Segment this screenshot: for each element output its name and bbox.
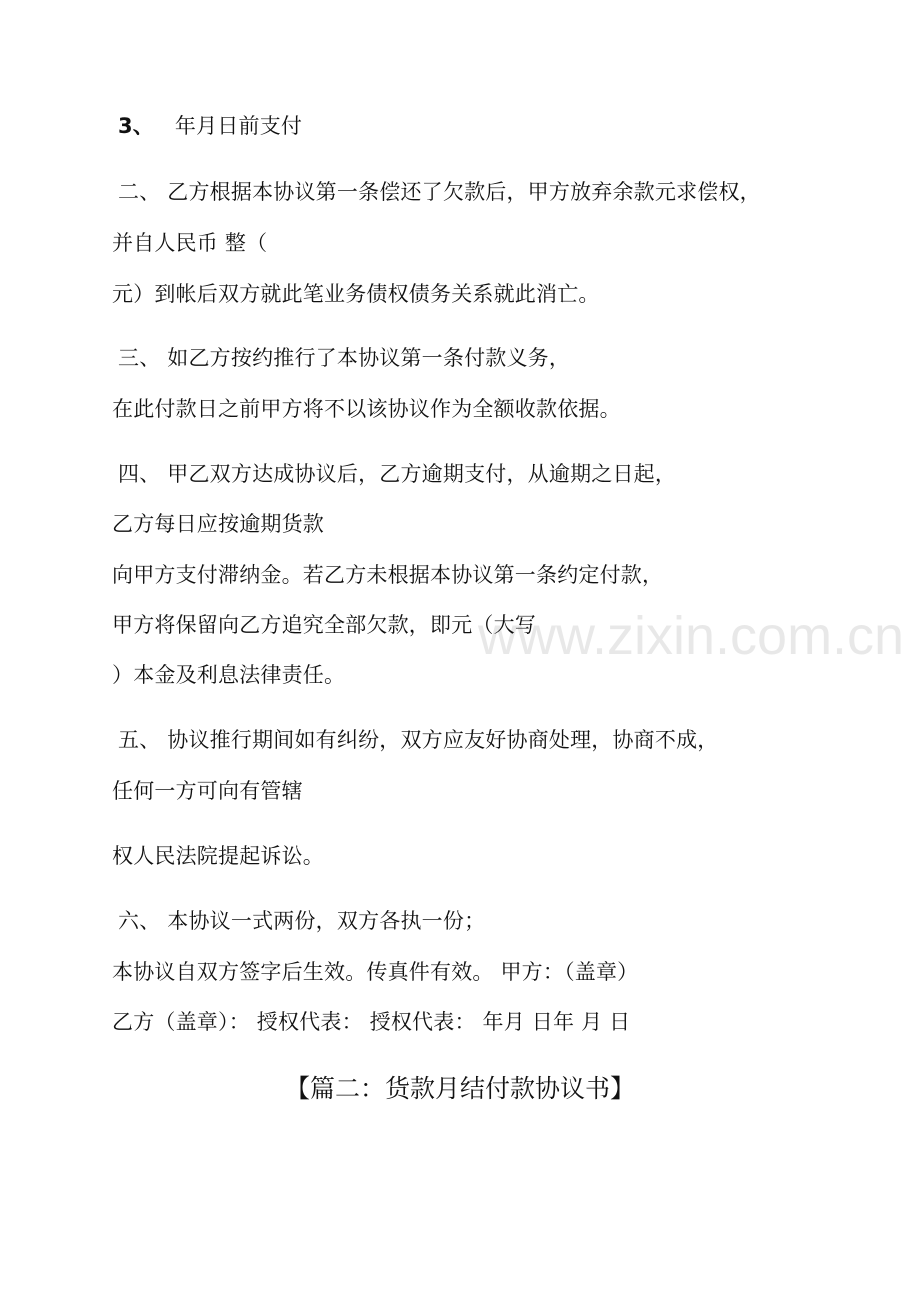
clause-2-line-3: 元）到帐后双方就此笔业务债权债务关系就此消亡。 bbox=[112, 282, 600, 306]
clause-5-line-3: 权人民法院提起诉讼。 bbox=[112, 844, 324, 868]
clause-4-line-4: 甲方将保留向乙方追究全部欠款，即元（大写 bbox=[112, 613, 536, 637]
clause-4-line-5: ）本金及利息法律责任。 bbox=[112, 663, 346, 687]
clause-2-line-2: 并自人民币 整（ bbox=[112, 231, 268, 255]
clause-3-line bbox=[118, 112, 302, 140]
signature-line: 乙方（盖章）： 授权代表： 授权代表： 年月 日年 月 日 bbox=[112, 1010, 631, 1034]
watermark: www.zixin.com.cn bbox=[478, 606, 905, 666]
clause-6-line-1: 六、 本协议一式两份，双方各执一份； bbox=[118, 909, 486, 933]
section-heading: 【篇二：货款月结付款协议书】 bbox=[284, 1074, 635, 1103]
clause-4-line-3: 向甲方支付滞纳金。若乙方未根据本协议第一条约定付款， bbox=[112, 563, 664, 587]
clause-3-text-line-1: 三、 如乙方按约推行了本协议第一条付款义务， bbox=[118, 346, 571, 370]
clause-text: 年月日前支付 bbox=[174, 114, 303, 138]
clause-5-line-2: 任何一方可向有管辖 bbox=[112, 779, 303, 803]
clause-2-line-1: 二、 乙方根据本协议第一条偿还了欠款后，甲方放弃余款元求偿权， bbox=[118, 180, 761, 204]
clause-5-line-1: 五、 协议推行期间如有纠纷，双方应友好协商处理，协商不成， bbox=[118, 728, 719, 752]
clause-number: 3、 bbox=[118, 114, 155, 138]
clause-6-line-2: 本协议自双方签字后生效。传真件有效。 甲方：（盖章） bbox=[112, 960, 639, 984]
clause-3-text-line-2: 在此付款日之前甲方将不以该协议作为全额收款依据。 bbox=[112, 397, 621, 421]
clause-4-line-2: 乙方每日应按逾期货款 bbox=[112, 512, 324, 536]
clause-4-line-1: 四、 甲乙双方达成协议后，乙方逾期支付，从逾期之日起， bbox=[118, 462, 677, 486]
